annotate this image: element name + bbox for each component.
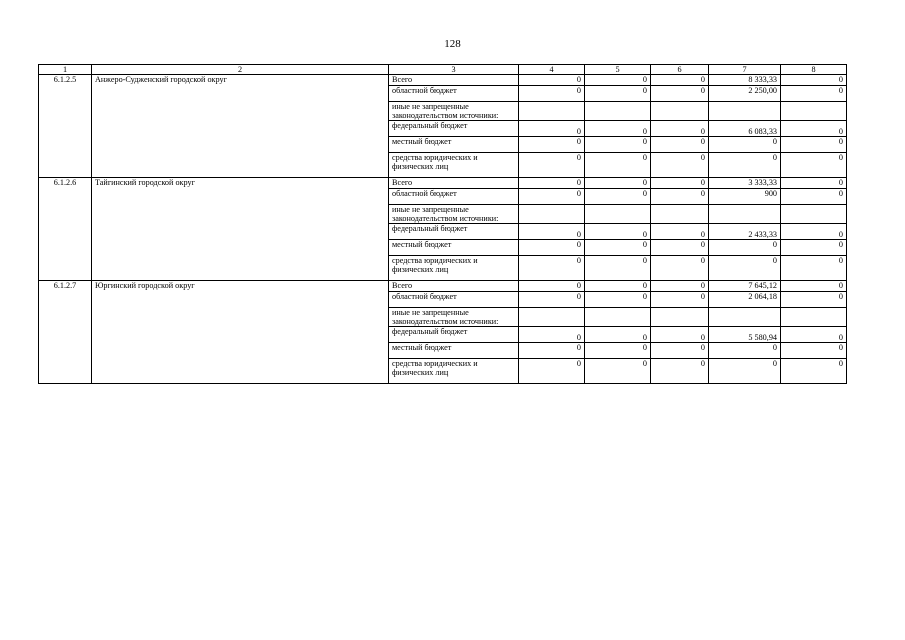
value-cell: 0 <box>585 256 651 281</box>
value-cell: 0 <box>585 292 651 308</box>
empty-cell <box>709 205 781 224</box>
value-cell: 0 <box>585 189 651 205</box>
source-label: областной бюджет <box>389 189 519 205</box>
district-code: 6.1.2.5 <box>39 75 92 178</box>
value-cell: 0 <box>519 256 585 281</box>
value-cell: 0 <box>709 256 781 281</box>
table-row <box>39 75 847 86</box>
source-label: местный бюджет <box>389 240 519 256</box>
value-cell: 0 <box>781 240 847 256</box>
value-cell: 0 <box>519 86 585 102</box>
district-name: Тайгинский городской округ <box>92 178 389 281</box>
value-cell: 900 <box>709 189 781 205</box>
empty-cell <box>585 308 651 327</box>
value-cell: 0 <box>585 75 651 86</box>
value-cell: 0 <box>709 240 781 256</box>
source-label: Всего <box>389 281 519 292</box>
value-cell: 0 <box>585 359 651 384</box>
value-cell: 0 <box>651 153 709 178</box>
empty-cell <box>585 205 651 224</box>
district-code: 6.1.2.6 <box>39 178 92 281</box>
budget-table <box>38 64 847 384</box>
value-cell: 0 <box>519 178 585 189</box>
source-label: областной бюджет <box>389 292 519 308</box>
col-header: 2 <box>92 65 389 75</box>
source-label: федеральный бюджет <box>389 121 519 137</box>
value-cell: 0 <box>781 281 847 292</box>
value-cell: 0 <box>651 240 709 256</box>
value-cell: 0 <box>781 343 847 359</box>
value-cell: 0 <box>709 343 781 359</box>
other-sources-label: иные не запрещенные законодательством источники: <box>389 102 519 121</box>
value-cell: 0 <box>781 75 847 86</box>
value-cell: 0 <box>519 359 585 384</box>
value-cell: 0 <box>651 121 709 137</box>
value-cell: 0 <box>781 292 847 308</box>
source-label: средства юридических и физических лиц <box>389 153 519 178</box>
value-cell: 8 333,33 <box>709 75 781 86</box>
empty-cell <box>781 308 847 327</box>
district-block <box>39 75 847 178</box>
source-label: местный бюджет <box>389 343 519 359</box>
value-cell: 0 <box>519 121 585 137</box>
value-cell: 0 <box>585 240 651 256</box>
district-code: 6.1.2.7 <box>39 281 92 384</box>
value-cell: 0 <box>781 153 847 178</box>
empty-cell <box>651 308 709 327</box>
value-cell: 0 <box>519 292 585 308</box>
page-number: 128 <box>444 38 461 50</box>
empty-cell <box>781 205 847 224</box>
value-cell: 0 <box>519 327 585 343</box>
value-cell: 0 <box>519 240 585 256</box>
value-cell: 0 <box>651 137 709 153</box>
source-label: местный бюджет <box>389 137 519 153</box>
value-cell: 0 <box>519 137 585 153</box>
value-cell: 0 <box>651 178 709 189</box>
value-cell: 6 083,33 <box>709 121 781 137</box>
value-cell: 0 <box>519 281 585 292</box>
empty-cell <box>781 102 847 121</box>
empty-cell <box>709 308 781 327</box>
value-cell: 2 433,33 <box>709 224 781 240</box>
district-block <box>39 281 847 384</box>
value-cell: 2 064,18 <box>709 292 781 308</box>
value-cell: 0 <box>709 153 781 178</box>
col-header: 7 <box>709 65 781 75</box>
header-row <box>39 65 847 75</box>
value-cell: 0 <box>781 327 847 343</box>
value-cell: 0 <box>651 327 709 343</box>
other-sources-label: иные не запрещенные законодательством источники: <box>389 205 519 224</box>
value-cell: 0 <box>651 256 709 281</box>
value-cell: 3 333,33 <box>709 178 781 189</box>
source-label: средства юридических и физических лиц <box>389 359 519 384</box>
value-cell: 0 <box>585 121 651 137</box>
value-cell: 0 <box>651 224 709 240</box>
empty-cell <box>519 205 585 224</box>
value-cell: 0 <box>585 86 651 102</box>
value-cell: 0 <box>585 281 651 292</box>
value-cell: 0 <box>781 137 847 153</box>
value-cell: 0 <box>781 224 847 240</box>
value-cell: 0 <box>585 137 651 153</box>
district-name: Анжеро-Судженский городской округ <box>92 75 389 178</box>
empty-cell <box>585 102 651 121</box>
value-cell: 0 <box>519 224 585 240</box>
other-sources-label: иные не запрещенные законодательством источники: <box>389 308 519 327</box>
empty-cell <box>519 308 585 327</box>
value-cell: 2 250,00 <box>709 86 781 102</box>
value-cell: 0 <box>651 292 709 308</box>
source-label: областной бюджет <box>389 86 519 102</box>
value-cell: 0 <box>585 153 651 178</box>
col-header: 6 <box>651 65 709 75</box>
value-cell: 0 <box>781 359 847 384</box>
source-label: федеральный бюджет <box>389 327 519 343</box>
col-header: 1 <box>39 65 92 75</box>
value-cell: 0 <box>585 327 651 343</box>
value-cell: 0 <box>781 178 847 189</box>
empty-cell <box>651 205 709 224</box>
empty-cell <box>709 102 781 121</box>
value-cell: 0 <box>709 359 781 384</box>
col-header: 5 <box>585 65 651 75</box>
source-label: федеральный бюджет <box>389 224 519 240</box>
col-header: 3 <box>389 65 519 75</box>
table-row <box>39 281 847 292</box>
value-cell: 0 <box>651 359 709 384</box>
district-block <box>39 178 847 281</box>
value-cell: 0 <box>651 86 709 102</box>
value-cell: 0 <box>585 178 651 189</box>
empty-cell <box>651 102 709 121</box>
value-cell: 7 645,12 <box>709 281 781 292</box>
value-cell: 0 <box>585 224 651 240</box>
district-name: Юргинский городской округ <box>92 281 389 384</box>
table-row <box>39 178 847 189</box>
source-label: Всего <box>389 178 519 189</box>
source-label: Всего <box>389 75 519 86</box>
value-cell: 0 <box>709 137 781 153</box>
value-cell: 0 <box>519 153 585 178</box>
value-cell: 5 580,94 <box>709 327 781 343</box>
value-cell: 0 <box>519 189 585 205</box>
value-cell: 0 <box>651 343 709 359</box>
value-cell: 0 <box>585 343 651 359</box>
value-cell: 0 <box>519 343 585 359</box>
value-cell: 0 <box>781 121 847 137</box>
value-cell: 0 <box>651 281 709 292</box>
col-header: 8 <box>781 65 847 75</box>
value-cell: 0 <box>781 189 847 205</box>
value-cell: 0 <box>781 256 847 281</box>
col-header: 4 <box>519 65 585 75</box>
empty-cell <box>519 102 585 121</box>
source-label: средства юридических и физических лиц <box>389 256 519 281</box>
value-cell: 0 <box>519 75 585 86</box>
value-cell: 0 <box>651 75 709 86</box>
value-cell: 0 <box>781 86 847 102</box>
value-cell: 0 <box>651 189 709 205</box>
